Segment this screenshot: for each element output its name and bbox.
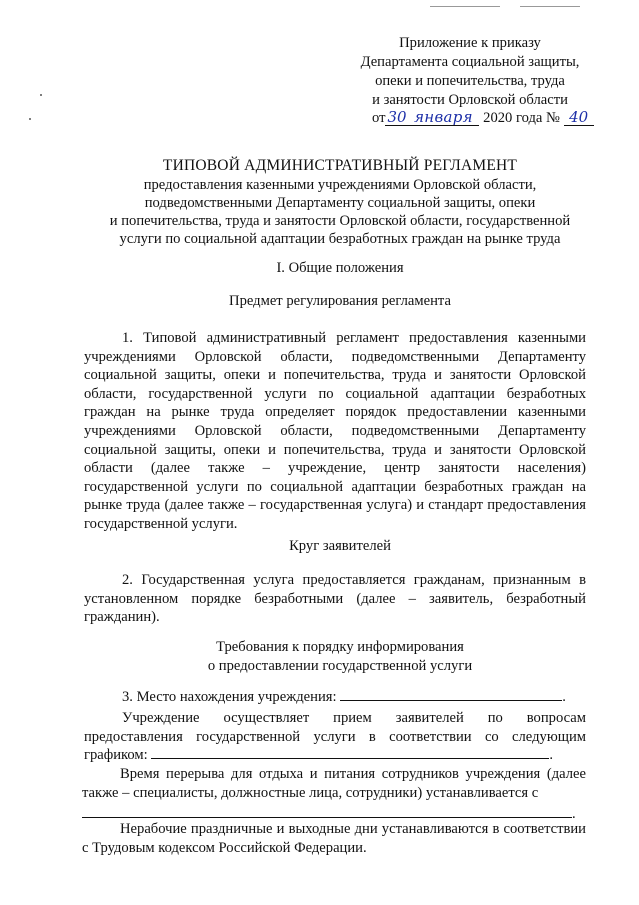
date-prefix: от <box>372 110 386 126</box>
appendix-line: опеки и попечительства, труда <box>375 73 565 89</box>
subtitle-line: подведомственными Департаменту социальной защиты, опеки <box>144 195 536 211</box>
appendix-block <box>330 34 610 110</box>
paragraph-2-text: 2. Государственная услуга предоставляется гражданам, признанным в установленном порядке безработными (далее – заявитель, безработный гражданин). <box>84 572 586 626</box>
date-year: 2020 года № <box>483 110 560 126</box>
info-heading-line: о предоставлении государственной услуги <box>207 657 473 674</box>
location-blank <box>340 688 562 701</box>
paragraph-5-end: . <box>572 806 576 822</box>
break-time-blank <box>82 805 572 818</box>
paragraph-4-end: . <box>549 747 553 764</box>
subtitle-line: предоставления казенными учреждениями Орловской области, <box>143 177 537 193</box>
paragraph-5 <box>82 765 586 802</box>
document-title: ТИПОВОЙ АДМИНИСТРАТИВНЫЙ РЕГЛАМЕНТ <box>162 157 518 174</box>
section-heading: I. Общие положения <box>276 260 404 276</box>
subtitle-line: и попечительства, труда и занятости Орловской области, государственной <box>109 213 571 229</box>
paragraph-3-end: . <box>562 689 566 705</box>
scan-edge-line <box>520 6 580 7</box>
appendix-line: Приложение к приказу <box>399 35 541 51</box>
info-heading <box>60 638 620 675</box>
paragraph-2 <box>84 571 586 627</box>
appendix-date-line <box>372 109 594 128</box>
appendix-line: Департамента социальной защиты, <box>360 54 580 70</box>
scan-edge-line <box>430 6 500 7</box>
document-subtitle <box>60 176 620 248</box>
scan-speck <box>40 94 42 96</box>
paragraph-3-text: 3. Место нахождения учреждения: <box>122 689 337 705</box>
subtitle-line: услуги по социальной адаптации безработных граждан на рынке труда <box>119 231 561 247</box>
paragraph-1-text: 1. Типовой административный регламент предоставления казенными учреждениями Орловской области, подведомственными Департаменту социальной защиты, опеки и попечительства, труда и занятости Орловской области, государственной услуги по социальной адаптации безработных граждан на рынке труда определяет порядок предоставлении казенными учреждениями Орловской области, подведомственными Департаменту социальной защиты, опеки и попечительства, труда и занятости Орловской области (далее также – учреждение, центр занятости населения) государственной услуги по социальной адаптации безработных граждан на рынке труда (далее также – государственная услуга) и стандарт предоставления государственной услуги. <box>84 330 586 532</box>
schedule-blank <box>151 746 549 759</box>
paragraph-6 <box>82 820 586 857</box>
paragraph-5-text: Время перерыва для отдыха и питания сотрудников учреждения (далее также – специалисты, должностные лица, сотрудники) устанавливается с <box>82 766 586 801</box>
paragraph-3 <box>84 688 586 707</box>
paragraph-4 <box>84 709 586 765</box>
handwritten-month: января <box>407 109 479 126</box>
appendix-line: и занятости Орловской области <box>372 92 568 108</box>
section-subheading: Предмет регулирования регламента <box>229 293 451 309</box>
paragraph-4-text: Учреждение осуществляет прием заявителей по вопросам предоставления государственной услуги в соответствии со следующим графиком: <box>84 710 586 764</box>
scan-speck <box>29 118 31 120</box>
handwritten-day: 30 <box>387 108 407 126</box>
applicants-heading: Круг заявителей <box>289 538 391 554</box>
paragraph-6-text: Нерабочие праздничные и выходные дни устанавливаются в соответствии с Трудовым кодексом Российской Федерации. <box>82 821 586 856</box>
paragraph-1 <box>84 329 586 534</box>
handwritten-doc-number: 40 <box>564 109 594 126</box>
info-heading-line: Требования к порядку информирования <box>216 639 464 655</box>
